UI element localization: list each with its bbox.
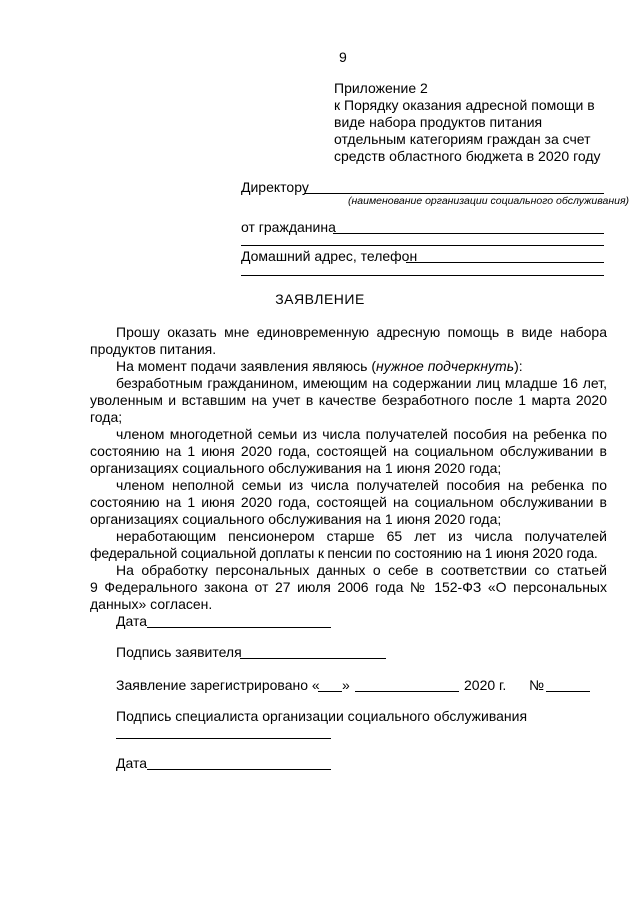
registered-month-field[interactable] xyxy=(355,691,459,692)
body-line: состоянию на 1 июня 2020 года, состоящей на социальном обслуживании в xyxy=(90,494,607,510)
appendix-line: средств областного бюджета в 2020 году xyxy=(334,148,601,164)
date-label: Дата xyxy=(116,613,148,629)
body-line: уволенным и вставшим на учет в качестве безработного после 1 марта 2020 xyxy=(90,392,607,408)
date2-label: Дата xyxy=(116,755,148,771)
from-field-continued[interactable] xyxy=(241,245,604,246)
director-hint: (наименование организации социального обслуживания) xyxy=(348,195,630,207)
date-field[interactable] xyxy=(147,627,331,628)
document-title: ЗАЯВЛЕНИЕ xyxy=(275,291,365,307)
body-line xyxy=(116,358,523,375)
registered-year: 2020 г. xyxy=(464,677,507,693)
body-line: организациях социального обслуживания на 1 июня 2020 года; xyxy=(90,511,502,527)
director-field[interactable] xyxy=(304,193,604,194)
body-line: года; xyxy=(90,409,123,425)
number-label: № xyxy=(529,677,545,693)
signature-label: Подпись заявителя xyxy=(116,644,242,660)
appendix-line: к Порядку оказания адресной помощи в xyxy=(334,97,595,113)
registered-prefix: Заявление зарегистрировано « xyxy=(116,677,320,693)
emphasis-text: нужное подчеркнуть xyxy=(376,358,515,374)
body-line: членом неполной семьи из числа получателей пособия на ребенка по xyxy=(116,477,607,493)
body-line: На обработку персональных данных о себе в соответствии со статьей xyxy=(116,562,607,578)
address-field-continued[interactable] xyxy=(241,275,604,276)
appendix-line: Приложение 2 xyxy=(334,80,428,96)
specialist-signature-label: Подпись специалиста организации социального обслуживания xyxy=(116,708,528,724)
address-field[interactable] xyxy=(406,262,604,263)
specialist-signature-field[interactable] xyxy=(116,738,331,739)
from-label: от гражданина xyxy=(241,219,336,235)
body-line: состоянию на 1 июня 2020 года, состоящей на социальном обслуживании в xyxy=(90,443,607,459)
registered-day-field[interactable] xyxy=(318,691,342,692)
body-text: На момент подачи заявления являюсь ( xyxy=(116,358,377,374)
appendix-line: виде набора продуктов питания xyxy=(334,114,543,130)
body-line: неработающим пенсионером старше 65 лет из числа получателей xyxy=(116,528,607,544)
registered-quote: » xyxy=(342,677,350,693)
from-field[interactable] xyxy=(333,233,604,234)
body-line: безработным гражданином, имеющим на содержании лиц младше 16 лет, xyxy=(116,375,607,391)
page-number: 9 xyxy=(339,49,347,65)
director-label: Директору xyxy=(241,179,309,195)
body-line: продуктов питания. xyxy=(90,341,217,357)
date2-field[interactable] xyxy=(147,769,331,770)
appendix-line: отдельным категориям граждан за счет xyxy=(334,131,591,147)
body-line: федеральной социальной доплаты к пенсии по состоянию на 1 июня 2020 года. xyxy=(90,545,598,561)
address-label: Домашний адрес, телефон xyxy=(241,248,418,264)
signature-field[interactable] xyxy=(240,658,386,659)
body-line: организациях социального обслуживания на 1 июня 2020 года; xyxy=(90,460,502,476)
body-line: 9 Федерального закона от 27 июля 2006 года № 152-ФЗ «О персональных xyxy=(90,579,607,595)
appendix-block xyxy=(334,80,601,165)
registration-number-field[interactable] xyxy=(546,691,590,692)
body-line: членом многодетной семьи из числа получателей пособия на ребенка по xyxy=(116,426,607,442)
body-line: Прошу оказать мне единовременную адресную помощь в виде набора xyxy=(116,324,607,340)
body-line: данных» согласен. xyxy=(90,596,213,612)
body-text: ): xyxy=(514,358,523,374)
